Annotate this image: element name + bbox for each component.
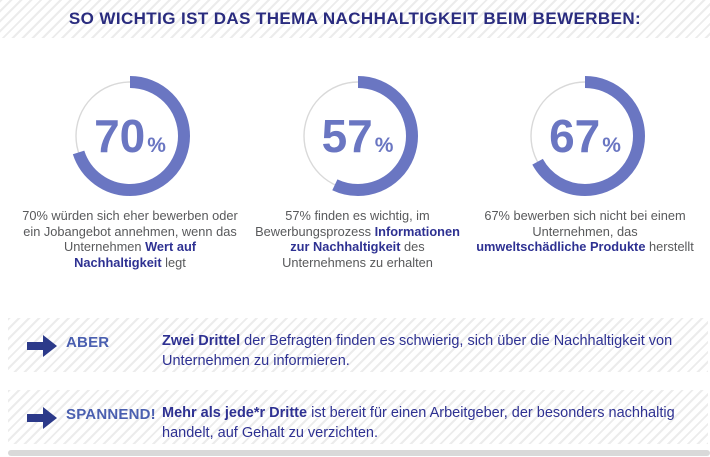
stat-card-57 [248, 76, 468, 270]
callout-spannend [8, 390, 708, 444]
desc-highlight: umweltschädliche Produkte [476, 239, 646, 254]
percent-sign: % [147, 134, 166, 157]
stat-description [21, 208, 239, 270]
percent-number: 57 [321, 110, 373, 162]
callout-label: SPANNEND! [66, 406, 156, 423]
donut-chart-57 [298, 76, 418, 196]
donut-chart-70 [70, 76, 190, 196]
page-title: SO WICHTIG IST DAS THEMA NACHHALTIGKEIT BEIM BEWERBEN: [68, 9, 642, 28]
callout-text [162, 403, 700, 443]
callout-text [162, 331, 700, 371]
donut-value [525, 76, 645, 196]
callout-body: ist bereit für einen Arbeitgeber, der besonders nachhaltig handelt, auf Gehalt zu verzichten. [162, 405, 675, 441]
donut-value [70, 76, 190, 196]
right-arrow-icon [26, 405, 58, 436]
stat-card-67 [475, 76, 695, 270]
bottom-divider-bar [8, 450, 710, 456]
desc-text: legt [161, 254, 186, 270]
callout-lead: Mehr als jede*r Dritte [162, 405, 308, 421]
callout-body: der Befragten finden es schwierig, sich über die Nachhaltigkeit von Unternehmen zu informieren. [162, 333, 673, 369]
callout-label: ABER [66, 334, 110, 351]
desc-highlight: Wert auf Nachhaltigkeit [74, 239, 197, 270]
right-arrow-icon [26, 333, 58, 364]
desc-text: 67% bewerben sich nicht bei einem Unternehmen, das [484, 208, 686, 239]
stat-card-70 [20, 76, 240, 270]
stat-description [249, 208, 467, 270]
donut-value [298, 76, 418, 196]
percent-sign: % [374, 134, 394, 157]
desc-text: des Unternehmens zu erhalten [282, 239, 433, 270]
callout-lead: Zwei Drittel [162, 333, 241, 349]
callout-aber [8, 318, 708, 372]
desc-text: 70% würden sich eher bewerben oder ein Jobangebot annehmen, wenn das Unternehmen [22, 208, 238, 254]
percent-number: 70 [94, 110, 146, 162]
percent-sign: % [602, 134, 621, 157]
desc-highlight: Informationen zur Nachhaltigkeit [290, 223, 460, 254]
percent-number: 67 [549, 110, 601, 162]
desc-text: herstellt [645, 239, 694, 254]
desc-text: 57% finden es wichtig, im Bewerbungsprozess [255, 208, 430, 239]
stat-description [476, 208, 694, 255]
donut-chart-67 [525, 76, 645, 196]
title-band [0, 0, 710, 38]
stats-section [20, 76, 695, 270]
